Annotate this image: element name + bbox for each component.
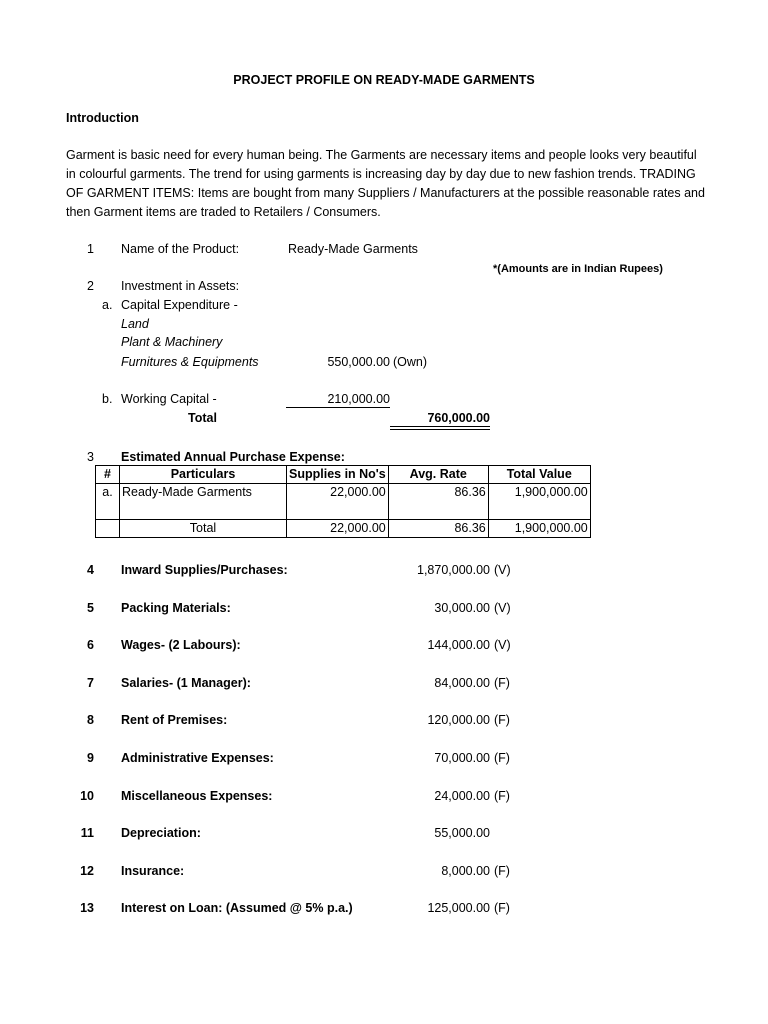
amount-note: *(Amounts are in Indian Rupees) — [493, 263, 663, 275]
expense-number: 10 — [80, 789, 94, 803]
header-particulars: Particulars — [120, 466, 287, 484]
expense-flag: (F) — [494, 713, 510, 727]
row-avg-rate: 86.36 — [388, 484, 488, 502]
expense-label: Inward Supplies/Purchases: — [121, 563, 288, 577]
expense-value: 30,000.00 — [434, 601, 490, 615]
item-3-label: Estimated Annual Purchase Expense: — [121, 450, 345, 464]
header-number: # — [96, 466, 120, 484]
item-2b-marker: b. — [102, 392, 113, 406]
item-2-number: 2 — [87, 279, 94, 293]
expense-value: 70,000.00 — [434, 751, 490, 765]
item-1-number: 1 — [87, 242, 94, 256]
item-2a-marker: a. — [102, 298, 113, 312]
expense-label: Rent of Premises: — [121, 713, 228, 727]
row-particulars: Ready-Made Garments — [120, 484, 287, 502]
capex-own-note: (Own) — [393, 355, 428, 369]
table-total-row — [96, 520, 591, 538]
total-row-supplies: 22,000.00 — [287, 520, 389, 538]
table-row — [96, 484, 591, 502]
expense-number: 11 — [80, 826, 94, 840]
item-1-label: Name of the Product: — [121, 242, 240, 256]
expense-label: Wages- (2 Labours): — [121, 638, 241, 652]
expense-value: 120,000.00 — [427, 713, 490, 727]
expense-number: 7 — [87, 676, 94, 690]
expense-number: 4 — [87, 563, 94, 577]
capex-label: Capital Expenditure - — [121, 298, 238, 312]
investment-total-value: 760,000.00 — [427, 411, 490, 425]
item-3-number: 3 — [87, 450, 94, 464]
expense-value: 8,000.00 — [441, 864, 490, 878]
expense-number: 9 — [87, 751, 94, 765]
expense-number: 6 — [87, 638, 94, 652]
header-total-value: Total Value — [488, 466, 590, 484]
investment-total-label: Total — [188, 411, 217, 425]
expense-flag: (F) — [494, 751, 510, 765]
row-supplies: 22,000.00 — [287, 484, 389, 502]
product-name-value: Ready-Made Garments — [288, 242, 418, 256]
capex-plant-machinery: Plant & Machinery — [121, 335, 223, 349]
expense-flag: (F) — [494, 901, 510, 915]
purchase-table — [95, 465, 591, 538]
expense-flag: (F) — [494, 676, 510, 690]
row-total-value: 1,900,000.00 — [488, 484, 590, 502]
table-spacer-row — [96, 501, 591, 520]
working-capital-underline — [286, 407, 390, 408]
expense-label: Packing Materials: — [121, 601, 231, 615]
capex-land: Land — [121, 317, 149, 331]
intro-heading: Introduction — [66, 111, 139, 125]
expense-number: 5 — [87, 601, 94, 615]
working-capital-value: 210,000.00 — [327, 392, 390, 406]
expense-value: 144,000.00 — [427, 638, 490, 652]
expense-label: Interest on Loan: (Assumed @ 5% p.a.) — [121, 901, 353, 915]
expense-label: Administrative Expenses: — [121, 751, 274, 765]
document-title: PROJECT PROFILE ON READY-MADE GARMENTS — [233, 73, 535, 87]
expense-number: 8 — [87, 713, 94, 727]
total-row-total-value: 1,900,000.00 — [488, 520, 590, 538]
row-marker: a. — [96, 484, 120, 502]
expense-value: 84,000.00 — [434, 676, 490, 690]
item-2-label: Investment in Assets: — [121, 279, 240, 293]
header-avg-rate: Avg. Rate — [388, 466, 488, 484]
expense-label: Miscellaneous Expenses: — [121, 789, 273, 803]
expense-label: Depreciation: — [121, 826, 201, 840]
header-supplies: Supplies in No's — [287, 466, 389, 484]
total-double-underline-top — [390, 426, 490, 427]
total-row-label: Total — [120, 520, 287, 538]
expense-value: 55,000.00 — [434, 826, 490, 840]
expense-flag: (V) — [494, 563, 511, 577]
total-row-avg-rate: 86.36 — [388, 520, 488, 538]
capex-value: 550,000.00 — [327, 355, 390, 369]
expense-label: Insurance: — [121, 864, 185, 878]
total-double-underline-bottom — [390, 429, 490, 430]
expense-flag: (F) — [494, 864, 510, 878]
expense-value: 1,870,000.00 — [417, 563, 490, 577]
table-header-row — [96, 466, 591, 484]
expense-flag: (V) — [494, 601, 511, 615]
expense-number: 12 — [80, 864, 94, 878]
expense-flag: (V) — [494, 638, 511, 652]
intro-paragraph: Garment is basic need for every human being. The Garments are necessary items and people looks very beautiful in colourful garments. The trend for using garments is increasing day by day due to new fashion trends. TRADING OF GARMENT ITEMS: Items are bought from many Suppliers / Manufacturers at the possible reasonable rates and then Garment items are traded to Retailers / Consumers. — [66, 148, 705, 219]
expense-label: Salaries- (1 Manager): — [121, 676, 251, 690]
expense-value: 125,000.00 — [427, 901, 490, 915]
expense-flag: (F) — [494, 789, 510, 803]
expense-value: 24,000.00 — [434, 789, 490, 803]
working-capital-label: Working Capital - — [121, 392, 217, 406]
capex-furnitures: Furnitures & Equipments — [121, 355, 259, 369]
total-row-marker — [96, 520, 120, 538]
expense-number: 13 — [80, 901, 94, 915]
